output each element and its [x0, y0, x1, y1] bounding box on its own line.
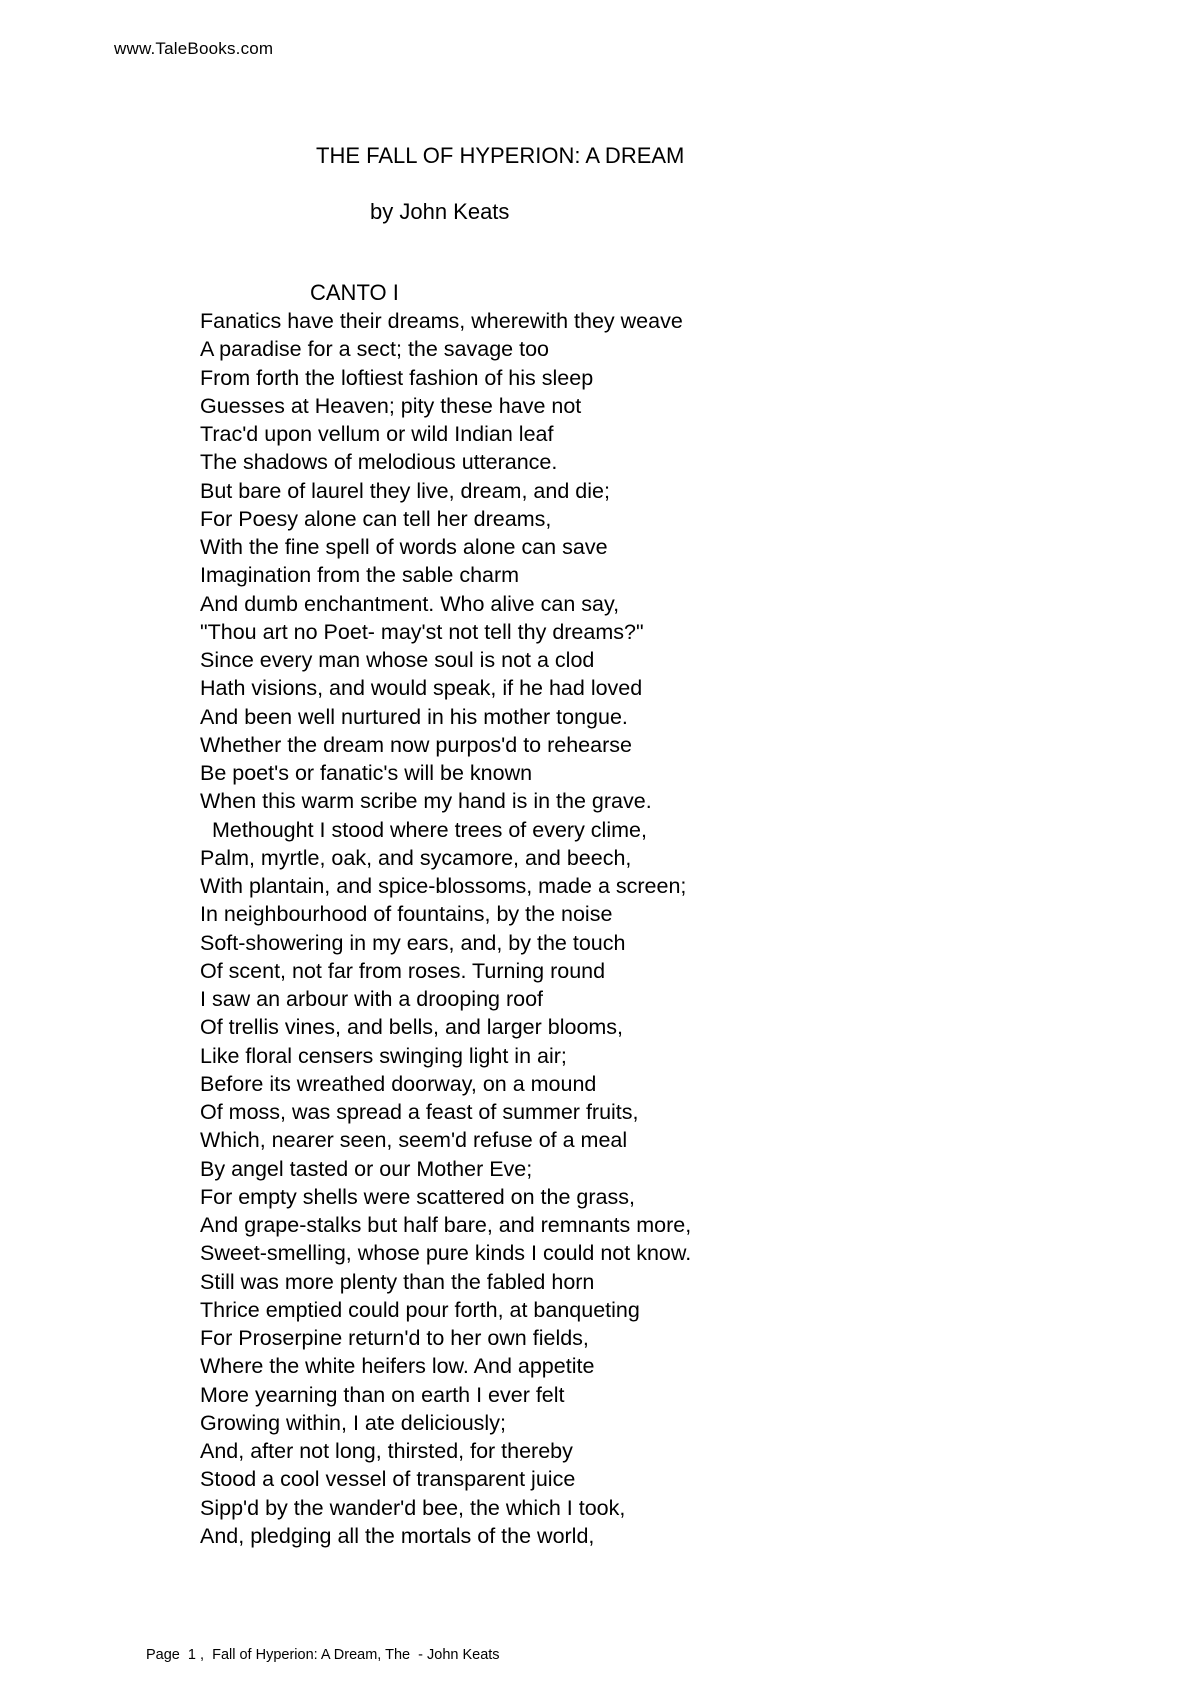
verse-line: In neighbourhood of fountains, by the noise [200, 902, 613, 927]
verse-line: From forth the loftiest fashion of his sleep [200, 365, 594, 390]
canto-heading: CANTO I [310, 280, 399, 305]
verse-line: Be poet's or fanatic's will be known [200, 761, 533, 785]
author-line: by John Keats [370, 199, 510, 224]
verse-line: Of scent, not far from roses. Turning round [200, 958, 606, 983]
verse-line: The shadows of melodious utterance. [200, 450, 558, 475]
verse-line: And, after not long, thirsted, for thereby [200, 1439, 573, 1463]
verse-line: And dumb enchantment. Who alive can say, [200, 591, 620, 616]
verse-line: Growing within, I ate deliciously; [200, 1410, 506, 1435]
verse-line: Guesses at Heaven; pity these have not [200, 393, 582, 418]
verse-line: Like floral censers swinging light in air; [200, 1043, 567, 1068]
verse-line: I saw an arbour with a drooping roof [200, 987, 544, 1011]
verse-line: And grape-stalks but half bare, and remnants more, [200, 1213, 692, 1237]
verse-line: For Poesy alone can tell her dreams, [200, 506, 552, 531]
verse-line: Whether the dream now purpos'd to rehearse [200, 732, 632, 757]
verse-line: Imagination from the sable charm [200, 563, 520, 588]
verse-line: For empty shells were scattered on the grass, [200, 1184, 635, 1209]
verse-line: Sweet-smelling, whose pure kinds I could not know. [200, 1241, 692, 1266]
verse-line: "Thou art no Poet- may'st not tell thy dreams?" [200, 619, 644, 644]
verse-line: By angel tasted or our Mother Eve; [200, 1156, 533, 1181]
verse-line: Methought I stood where trees of every clime, [200, 817, 647, 842]
verse-line: Which, nearer seen, seem'd refuse of a meal [200, 1128, 628, 1153]
verse-line: Where the white heifers low. And appetite [200, 1354, 595, 1379]
verse-line: Soft-showering in my ears, and, by the touch [200, 930, 626, 955]
verse-line: Since every man whose soul is not a clod [200, 648, 595, 672]
verse-line: Of trellis vines, and bells, and larger blooms, [200, 1015, 624, 1040]
verse-line: Palm, myrtle, oak, and sycamore, and beech, [200, 845, 632, 870]
verse-line: Sipp'd by the wander'd bee, the which I took, [200, 1495, 626, 1520]
verse-line: With plantain, and spice-blossoms, made a screen; [200, 874, 687, 898]
verse-line: But bare of laurel they live, dream, and die; [200, 478, 610, 503]
verse-line: Fanatics have their dreams, wherewith they weave [200, 309, 683, 333]
verse-line: When this warm scribe my hand is in the grave. [200, 789, 652, 814]
verse-line: Trac'd upon vellum or wild Indian leaf [200, 422, 554, 446]
verse-line: Hath visions, and would speak, if he had loved [200, 676, 643, 701]
verse-line: And been well nurtured in his mother tongue. [200, 704, 628, 729]
verse-body [200, 307, 691, 1550]
page-footer: Page 1 , Fall of Hyperion: A Dream, The - John Keats [146, 1647, 500, 1663]
verse-line: For Proserpine return'd to her own fields, [200, 1326, 589, 1350]
verse-line: Of moss, was spread a feast of summer fruits, [200, 1100, 639, 1124]
verse-line: Still was more plenty than the fabled horn [200, 1269, 595, 1294]
verse-line: And, pledging all the mortals of the world, [200, 1523, 595, 1548]
header-url: www.TaleBooks.com [114, 39, 274, 58]
poem-title: THE FALL OF HYPERION: A DREAM [316, 143, 685, 168]
verse-line: More yearning than on earth I ever felt [200, 1382, 565, 1407]
verse-line: A paradise for a sect; the savage too [200, 337, 549, 362]
verse-line: With the fine spell of words alone can save [200, 535, 608, 559]
verse-line: Before its wreathed doorway, on a mound [200, 1071, 597, 1096]
verse-line: Thrice emptied could pour forth, at banqueting [200, 1297, 640, 1322]
verse-line: Stood a cool vessel of transparent juice [200, 1467, 576, 1492]
